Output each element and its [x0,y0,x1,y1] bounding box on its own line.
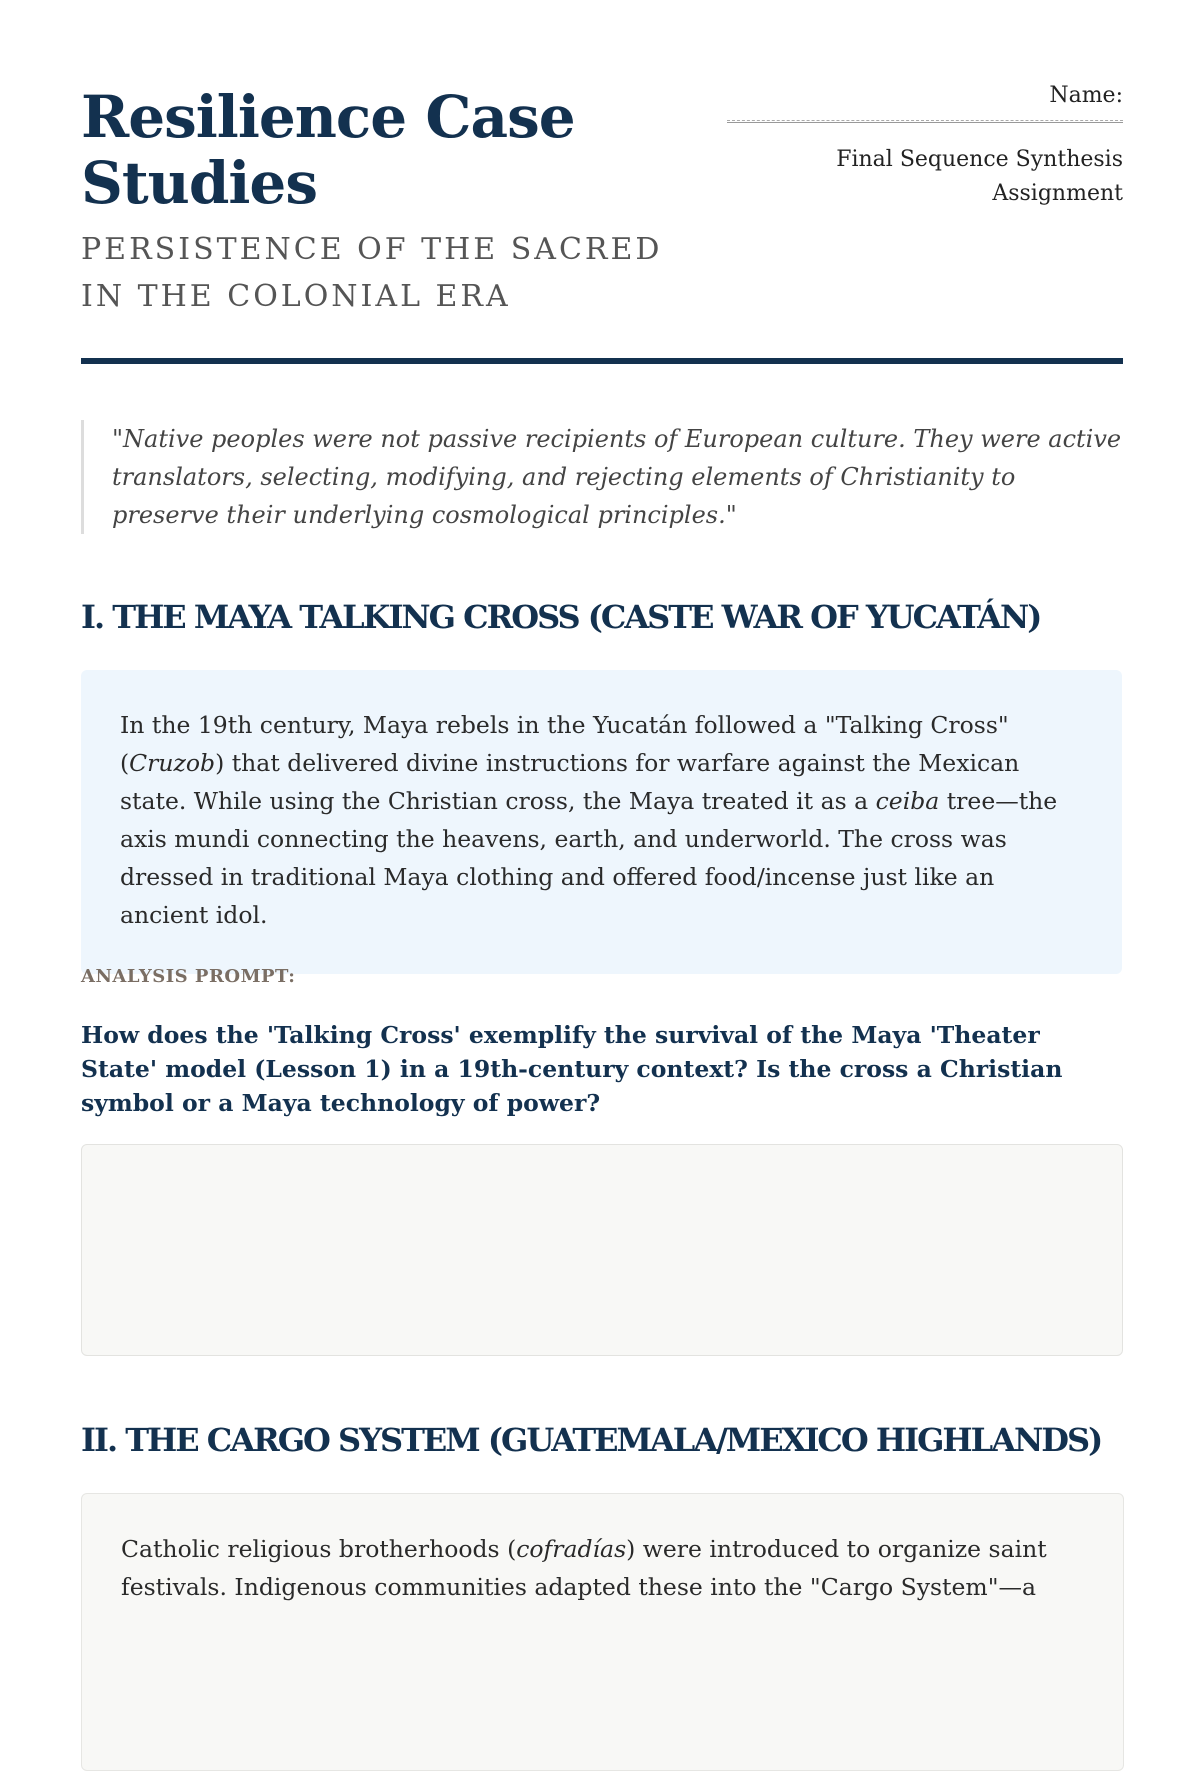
context-term: ceiba [875,787,940,815]
name-field-line[interactable] [727,120,1123,123]
page-subtitle: PERSISTENCE OF THE SACRED IN THE COLONIAL ERA [81,232,663,314]
name-label: Name: [1049,83,1123,108]
analysis-prompt-label: ANALYSIS PROMPT: [81,966,296,987]
epigraph-quote: "Native peoples were not passive recipients of European culture. They were active translators, selecting, modifying, and rejecting elements of Christianity to preserve their underlying cosmological principles." [81,420,1124,534]
context-term: Cruzob [129,749,216,777]
analysis-prompt-text: How does the 'Talking Cross' exemplify the survival of the Maya 'Theater State' model (Lesson 1) in a 19th-century context? Is the cross a Christian symbol or a Maya technology of power? [81,1021,1063,1117]
name-block [703,80,1123,211]
section-1-heading: I. THE MAYA TALKING CROSS (CASTE WAR OF YUCATÁN) [81,598,1041,636]
worksheet-page [81,0,1123,1601]
section-2-context-box [81,1493,1124,1771]
context-term: cofradías [516,1535,627,1563]
assignment-label: Final Sequence Synthesis Assignment [836,147,1123,206]
section-2-heading: II. THE CARGO SYSTEM (GUATEMALA/MEXICO HIGHLANDS) [81,1421,1102,1459]
section-1-context-box [81,670,1122,974]
context-text: tree—the axis mundi connecting the heavens, earth, and underworld. The cross was dressed in traditional Maya clothing and offered food/incense just like an ancient idol. [120,787,1058,929]
worksheet-header [81,0,1123,372]
context-text: ) were introduced to organize saint festivals. Indigenous communities adapted these into the "Cargo System"—a [121,1535,1047,1601]
header-divider [81,358,1123,364]
context-text: Catholic religious brotherhoods ( [121,1535,517,1563]
answer-textarea[interactable] [81,1144,1123,1356]
context-text: In the 19th century, Maya rebels in the Yucatán followed a "Talking Cross" ( [120,711,1009,777]
context-text: ) that delivered divine instructions for warfare against the Mexican state. While using the Christian cross, the Maya treated it as a [120,749,1020,815]
page-title: Resilience Case Studies [81,83,575,217]
